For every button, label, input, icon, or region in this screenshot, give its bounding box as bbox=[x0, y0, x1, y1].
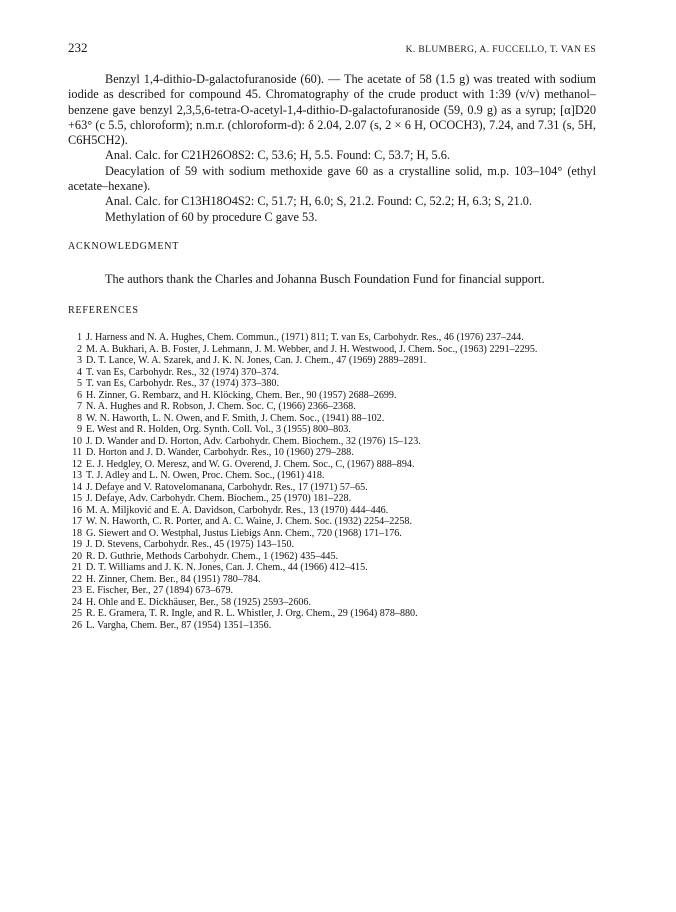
reference-number: 9 bbox=[76, 424, 82, 436]
reference-text: T. van Es, Carbohydr. Res., 37 (1974) 373–380. bbox=[86, 378, 279, 390]
analysis-59: Anal. Calc. for C21H26O8S2: C, 53.6; H, 5.5. Found: C, 53.7; H, 5.6. bbox=[105, 148, 450, 163]
reference-text: J. Defaye, Adv. Carbohydr. Chem. Biochem., 25 (1970) 181–228. bbox=[86, 493, 352, 505]
reference-list bbox=[68, 332, 596, 631]
reference-number: 24 bbox=[71, 596, 82, 608]
reference-text: T. van Es, Carbohydr. Res., 32 (1974) 370–374. bbox=[86, 366, 279, 378]
reference-item bbox=[68, 401, 596, 413]
reference-item bbox=[68, 355, 596, 367]
reference-number: 19 bbox=[71, 539, 82, 551]
reference-number: 25 bbox=[71, 608, 82, 620]
reference-text: H. Zinner, G. Rembarz, and H. Klöcking, Chem. Ber., 90 (1957) 2688–2699. bbox=[86, 389, 397, 401]
reference-number: 12 bbox=[71, 458, 82, 470]
reference-text: M. A. Bukhari, A. B. Foster, J. Lehmann, J. M. Webber, and J. H. Westwood, J. Chem. Soc., (1963) 2291–2295. bbox=[86, 343, 538, 355]
reference-number: 18 bbox=[71, 527, 82, 539]
reference-item bbox=[68, 493, 596, 505]
reference-item bbox=[68, 482, 596, 494]
reference-item bbox=[68, 597, 596, 609]
reference-text: J. Harness and N. A. Hughes, Chem. Commun., (1971) 811; T. van Es, Carbohydr. Res., 46 (1976) 237–244. bbox=[86, 332, 524, 344]
reference-number: 17 bbox=[71, 516, 82, 528]
reference-text: H. Ohle and E. Dickhäuser, Ber., 58 (1925) 2593–2606. bbox=[86, 596, 311, 608]
reference-number: 3 bbox=[76, 355, 82, 367]
reference-text: J. D. Wander and D. Horton, Adv. Carbohydr. Chem. Biochem., 32 (1976) 15–123. bbox=[86, 435, 421, 447]
reference-number: 13 bbox=[71, 470, 82, 482]
references-heading: REFERENCES bbox=[68, 305, 139, 317]
paragraph-deacylation: Deacylation of 59 with sodium methoxide gave 60 as a crystalline solid, m.p. 103–104° (ethyl acetate–hexane). bbox=[68, 163, 596, 194]
reference-item bbox=[68, 551, 596, 563]
reference-item bbox=[68, 620, 596, 632]
reference-number: 20 bbox=[71, 550, 82, 562]
reference-number: 22 bbox=[71, 573, 82, 585]
reference-text: W. N. Haworth, L. N. Owen, and F. Smith, J. Chem. Soc., (1941) 88–102. bbox=[86, 412, 385, 424]
page-number: 232 bbox=[68, 40, 88, 55]
reference-item bbox=[68, 539, 596, 551]
running-title: K. BLUMBERG, A. FUCCELLO, T. VAN ES bbox=[405, 45, 596, 55]
reference-text: W. N. Haworth, C. R. Porter, and A. C. Waine, J. Chem. Soc. (1932) 2254–2258. bbox=[86, 516, 412, 528]
reference-number: 10 bbox=[71, 435, 82, 447]
reference-number: 26 bbox=[71, 619, 82, 631]
acknowledgment-heading: ACKNOWLEDGMENT bbox=[68, 240, 180, 252]
reference-item bbox=[68, 470, 596, 482]
reference-item bbox=[68, 378, 596, 390]
reference-text: E. Fischer, Ber., 27 (1894) 673–679. bbox=[86, 585, 234, 597]
reference-number: 4 bbox=[76, 366, 82, 378]
reference-text: D. Horton and J. D. Wander, Carbohydr. Res., 10 (1960) 279–288. bbox=[86, 447, 354, 459]
reference-text: E. West and R. Holden, Org. Synth. Coll. Vol., 3 (1955) 800–803. bbox=[86, 424, 351, 436]
paragraph-methylation: Methylation of 60 by procedure C gave 53. bbox=[105, 209, 318, 224]
reference-number: 8 bbox=[76, 412, 82, 424]
reference-item bbox=[68, 528, 596, 540]
reference-text: T. J. Adley and L. N. Owen, Proc. Chem. Soc., (1961) 418. bbox=[86, 470, 325, 482]
reference-item bbox=[68, 585, 596, 597]
reference-item bbox=[68, 447, 596, 459]
reference-number: 5 bbox=[76, 378, 82, 390]
reference-number: 6 bbox=[76, 389, 82, 401]
reference-text: J. Defaye and V. Ratovelomanana, Carbohydr. Res., 17 (1971) 57–65. bbox=[86, 481, 368, 493]
reference-item bbox=[68, 562, 596, 574]
reference-number: 15 bbox=[71, 493, 82, 505]
reference-text: M. A. Miljković and E. A. Davidson, Carbohydr. Res., 13 (1970) 444–446. bbox=[86, 504, 389, 516]
reference-number: 21 bbox=[71, 562, 82, 574]
reference-text: D. T. Williams and J. K. N. Jones, Can. J. Chem., 44 (1966) 412–415. bbox=[86, 562, 368, 574]
reference-text: R. E. Gramera, T. R. Ingle, and R. L. Whistler, J. Org. Chem., 29 (1964) 878–880. bbox=[86, 608, 418, 620]
reference-item bbox=[68, 367, 596, 379]
reference-number: 14 bbox=[71, 481, 82, 493]
reference-text: R. D. Guthrie, Methods Carbohydr. Chem., 1 (1962) 435–445. bbox=[86, 550, 339, 562]
reference-text: L. Vargha, Chem. Ber., 87 (1954) 1351–1356. bbox=[86, 619, 272, 631]
reference-item bbox=[68, 332, 596, 344]
page-header bbox=[68, 40, 596, 54]
reference-item bbox=[68, 413, 596, 425]
reference-number: 2 bbox=[76, 343, 82, 355]
reference-number: 11 bbox=[72, 447, 82, 459]
reference-text: H. Zinner, Chem. Ber., 84 (1951) 780–784. bbox=[86, 573, 261, 585]
reference-number: 7 bbox=[76, 401, 82, 413]
reference-text: D. T. Lance, W. A. Szarek, and J. K. N. Jones, Can. J. Chem., 47 (1969) 2889–2891. bbox=[86, 355, 427, 367]
reference-item bbox=[68, 390, 596, 402]
acknowledgment-text: The authors thank the Charles and Johanna Busch Foundation Fund for financial support. bbox=[105, 271, 545, 286]
reference-item bbox=[68, 505, 596, 517]
reference-number: 23 bbox=[71, 585, 82, 597]
reference-number: 1 bbox=[76, 332, 82, 344]
reference-item bbox=[68, 436, 596, 448]
paragraph-compound-60: Benzyl 1,4-dithio-D-galactofuranoside (60). — The acetate of 58 (1.5 g) was treated with sodium iodide as described for compound 45. Chromatography of the crude product with 1:39 (v/v) methanol–benzene gave benzyl 2,3,5,6-tetra-O-acetyl-1,4-dithio-D-galactofuranoside (59, 0.9 g) as a syrup; [α]D20 +63° (c 5.5, chloroform); n.m.r. (chloroform-d): δ 2.04, 2.07 (s, 2 × 6 H, OCOCH3), 7.24, and 7.31 (s, 5H, C6H5CH2). bbox=[68, 72, 596, 148]
reference-text: J. D. Stevens, Carbohydr. Res., 45 (1975) 143–150. bbox=[86, 539, 295, 551]
reference-item bbox=[68, 344, 596, 356]
reference-item bbox=[68, 424, 596, 436]
reference-item bbox=[68, 574, 596, 586]
reference-item bbox=[68, 516, 596, 528]
reference-item bbox=[68, 459, 596, 471]
reference-text: G. Siewert and O. Westphal, Justus Liebigs Ann. Chem., 720 (1968) 171–176. bbox=[86, 527, 402, 539]
analysis-60: Anal. Calc. for C13H18O4S2: C, 51.7; H, 6.0; S, 21.2. Found: C, 52.2; H, 6.3; S, 21.0. bbox=[105, 194, 532, 209]
reference-item bbox=[68, 608, 596, 620]
journal-page bbox=[68, 40, 596, 631]
reference-text: E. J. Hedgley, O. Meresz, and W. G. Overend, J. Chem. Soc., C, (1967) 888–894. bbox=[86, 458, 415, 470]
experimental-section bbox=[68, 72, 596, 225]
reference-text: N. A. Hughes and R. Robson, J. Chem. Soc. C, (1966) 2366–2368. bbox=[86, 401, 356, 413]
reference-number: 16 bbox=[71, 504, 82, 516]
